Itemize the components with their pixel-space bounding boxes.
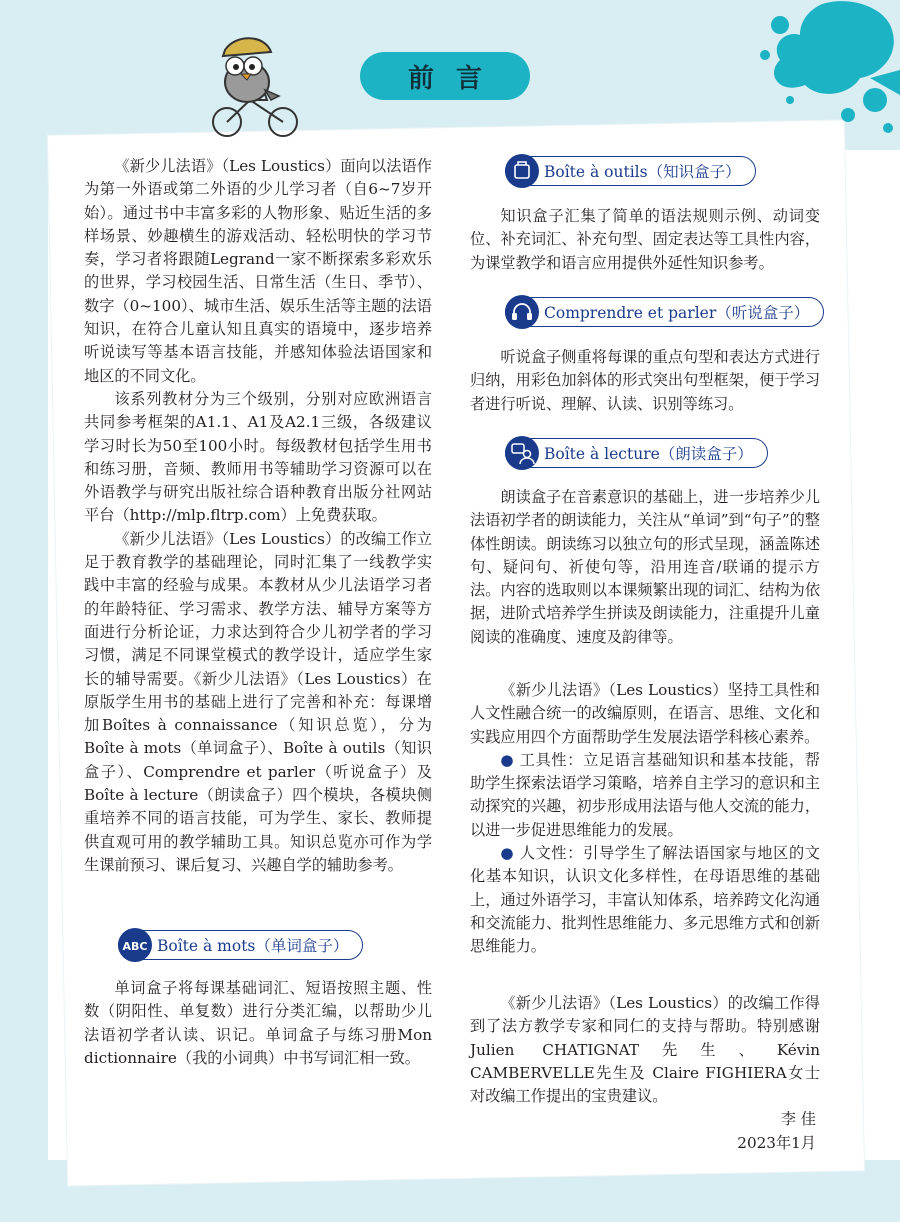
bullet-dot-icon: ● bbox=[500, 844, 520, 863]
heading-label: Boîte à mots（单词盒子） bbox=[118, 930, 363, 960]
ink-splash-icon bbox=[670, 0, 900, 150]
signature-date: 2023年1月 bbox=[737, 1134, 816, 1152]
signature-name: 李 佳 bbox=[780, 1110, 816, 1128]
bird-on-bicycle-icon bbox=[205, 30, 305, 142]
paragraph-levels: 该系列教材分为三个级别，分别对应欧洲语言共同参考框架的A1.1、A1及A2.1三级，各级建议学习时长为50至100小时。每级教材包括学生用书和练习册，音频、教师用书等辅助学习资源可以在外语教学与研究出版社综合语种教育出版分社网站平台（http://mlp.fltrp.com）上免费获取。 bbox=[84, 389, 432, 525]
heading-label: Boîte à lecture（朗读盒子） bbox=[505, 438, 768, 468]
heading-label: Comprendre et parler（听说盒子） bbox=[505, 297, 824, 327]
right-block-thanks bbox=[470, 992, 820, 1108]
paragraph-adaptation: 《新少儿法语》（Les Loustics）的改编工作立足于教育教学的基础理论，同时汇集了一线教学实践中丰富的经验与成果。本教材从少儿法语学习者的年龄特征、学习需求、教学方法、辅导方案等方面进行分析论证，力求达到符合少儿初学者的学习习惯，满足不同课堂模式的教学设计，适应学生家长的辅导需要。《新少儿法语》（Les Loustics）在原版学生用书的基础上进行了完善和补充：每课增加Boîtes à connaissance（知识总览），分为Boîte à mots（单词盒子）、Boîte à outils（知识盒子）、Comprendre et parler（听说盒子）及Boîte à lecture（朗读盒子）四个模块，各模块侧重培养不同的语言技能，可为学生、家长、教师提供直观可用的教学辅助工具。知识总览亦可作为学生课前预习、课后复习、兴趣自学的辅助参考。 bbox=[84, 529, 432, 874]
bullet-humanistic: ● 人文性：引导学生了解法语国家与地区的文化基本知识，认识文化多样性，在母语思维的基础上，通过外语学习，丰富认知体系，培养跨文化沟通和交流能力、批判性思维能力、多元思维方式和创新思维能力。 bbox=[470, 844, 820, 956]
page-title: 前言 bbox=[360, 52, 530, 100]
reader-icon bbox=[505, 436, 539, 470]
bullet-instrumental: ● 工具性：立足语言基础知识和基本技能，帮助学生探索法语学习策略，培养自主学习的意识和主动探究的兴趣，初步形成用法语与他人交流的能力，以进一步促进思维能力的发展。 bbox=[470, 750, 820, 839]
right-block-lecture bbox=[470, 486, 820, 649]
left-column-bottom bbox=[84, 977, 432, 1070]
right-block-principles bbox=[470, 679, 820, 959]
heading-boite-a-outils bbox=[505, 156, 756, 186]
svg-text:ABC: ABC bbox=[122, 940, 148, 953]
heading-boite-a-lecture bbox=[505, 438, 768, 468]
right-block-parler bbox=[470, 346, 820, 416]
right-block-outils bbox=[470, 205, 820, 275]
paragraph-principles: 《新少儿法语》（Les Loustics）坚持工具性和人文性融合统一的改编原则，在语言、思维、文化和实践应用四个方面帮助学生发展法语学科核心素养。 bbox=[470, 681, 820, 746]
paragraph-boite-a-mots: 单词盒子将每课基础词汇、短语按照主题、性数（阴阳性、单复数）进行分类汇编，以帮助少儿法语初学者认读、识记。单词盒子与练习册Mon dictionnaire（我的小词典）中书写词汇相一致。 bbox=[84, 979, 432, 1067]
paragraph-boite-a-outils: 知识盒子汇集了简单的语法规则示例、动词变位、补充词汇、补充句型、固定表达等工具性内容，为课堂教学和语言应用提供外延性知识参考。 bbox=[470, 207, 820, 272]
heading-boite-a-mots bbox=[118, 930, 363, 960]
background-band-left bbox=[0, 0, 48, 1222]
heading-label: Boîte à outils（知识盒子） bbox=[505, 156, 756, 186]
headphones-icon bbox=[505, 295, 539, 329]
left-column bbox=[84, 155, 432, 877]
bullet-dot-icon: ● bbox=[500, 750, 520, 769]
paragraph-acknowledgements: 《新少儿法语》（Les Loustics）的改编工作得到了法方教学专家和同仁的支持与帮助。特别感谢Julien CHATIGNAT先生、Kévin CAMBERVELLE先生及 Claire FIGHIERA女士对改编工作提出的宝贵建议。 bbox=[470, 994, 820, 1106]
heading-comprendre-et-parler bbox=[505, 297, 824, 327]
toolbox-icon bbox=[505, 154, 539, 188]
paragraph-intro: 《新少儿法语》（Les Loustics）面向以法语作为第一外语或第二外语的少儿学习者（自6~7岁开始）。通过书中丰富多彩的人物形象、贴近生活的多样场景、妙趣横生的游戏活动、轻松明快的学习节奏，学习者将跟随Legrand一家不断探索多彩欢乐的世界，学习校园生活、日常生活（生日、季节）、数字（0~100）、城市生活、娱乐生活等主题的法语知识，在符合儿童认知且真实的语境中，逐步培养听说读写等基本语言技能，并感知体验法语国家和地区的不同文化。 bbox=[84, 157, 432, 385]
paragraph-boite-a-lecture: 朗读盒子在音素意识的基础上，进一步培养少儿法语初学者的朗读能力，关注从“单词”到“句子”的整体性朗读。朗读练习以独立句的形式呈现，涵盖陈述句、疑问句、祈使句等，沿用连音/联诵的提示方法。内容的选取则以本课频繁出现的词汇、结构为依据，进阶式培养学生拼读及朗读能力，注重提升儿童阅读的准确度、速度及韵律等。 bbox=[470, 488, 820, 646]
paragraph-comprendre-et-parler: 听说盒子侧重将每课的重点句型和表达方式进行归纳，用彩色加斜体的形式突出句型框架，便于学习者进行听说、理解、认读、识别等练习。 bbox=[470, 348, 820, 413]
abc-icon bbox=[118, 928, 152, 962]
